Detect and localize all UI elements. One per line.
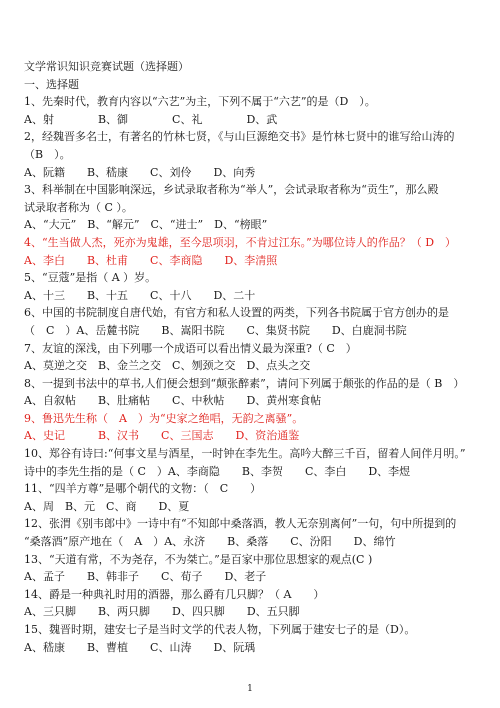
question-line: 13、“天道有常，不为尧存，不为桀亡。”是百家中那位思想家的观点(C ): [24, 552, 373, 566]
question-line: A、李白 B、杜甫 C、李商隐 D、李清照: [24, 253, 278, 267]
question-line: A、阮籍 B、嵇康 C、刘伶 D、向秀: [24, 165, 256, 179]
question-line: 5、“豆蔻”是指（ A ）岁。: [24, 271, 157, 285]
document-body: [24, 58, 480, 656]
question-line: （B ）。: [24, 147, 71, 161]
question-line: （ C ）A、岳麓书院 B、嵩阳书院 C、集贤书院 D、白鹿洞书院: [24, 323, 407, 337]
question-line: A、自叙帖 B、肚痛帖 C、中秋帖 D、黄州寒食帖: [24, 394, 322, 408]
section-heading: 一、选择题: [24, 77, 79, 91]
question-line: 3、科举制在中国影响深远，乡试录取者称为“举人”，会试录取者称为“贡生”，那么殿: [24, 183, 439, 197]
question-line: 1、先秦时代，教育内容以“六艺”为主，下列不属于“六艺”的是（D ）。: [24, 95, 376, 109]
question-line: 4、“生当做人杰，死亦为鬼雄，至今思项羽，不肯过江东。”为哪位诗人的作品？（ D ）: [24, 235, 457, 249]
page-number: 1: [247, 684, 253, 694]
question-line: 诗中的李先生指的是（ C ）A、李商隐 B、李贺 C、李白 D、李煜: [24, 464, 411, 478]
question-line: 10、郑谷有诗曰:“何事文星与酒星，一时钟在李先生。高吟大醉三千百，留着人间伴月明。”: [24, 447, 466, 461]
question-line: 15、魏晋时期，建安七子是当时文学的代表人物，下列属于建安七子的是（D）。: [24, 623, 416, 636]
question-line: A、三只脚 B、两只脚 D、四只脚 D、五只脚: [24, 605, 300, 619]
question-line: 11、“四羊方尊”是哪个朝代的文物：（ C ）: [24, 482, 262, 496]
question-list: [24, 93, 480, 656]
question-line: 8、一提到书法中的草书,人们便会想到“颠张醉素”，请问下列属于颠张的作品的是（ B ）: [24, 376, 465, 390]
question-line: A、史记 B、汉书 C、三国志 D、资治通鉴: [24, 429, 300, 443]
question-line: 14、爵是一种典礼时用的酒器，那么爵有几只脚？（ A ）: [24, 587, 325, 601]
question-line: “桑落酒”原产地在（ A ）A、永济 B、桑落 C、汾阳 D、绵竹: [24, 535, 396, 549]
question-line: A、嵇康 B、曹植 C、山涛 D、阮瑀: [24, 640, 256, 654]
question-line: 2，经魏晋多名士，有著名的竹林七贤，《与山巨源绝交书》是竹林七贤中的谁写给山涛的: [24, 130, 455, 144]
question-line: A、孟子 B、韩非子 C、荀子 D、老子: [24, 570, 267, 584]
question-line: 6、中国的书院制度自唐代始，有官方和私人设置的两类，下列各书院属于官方创办的是: [24, 306, 449, 320]
question-line: 试录取者称为（ C ）。: [24, 200, 133, 214]
question-line: A、周 B、元 C、商 D、夏: [24, 499, 190, 513]
question-line: 7、友谊的深浅，由下列哪一个成语可以看出情义最为深重?（ C ）: [24, 341, 357, 355]
question-line: A、莫逆之交 B、金兰之交 C、刎颈之交 D、点头之交: [24, 359, 311, 373]
question-line: 12、张渭《别韦郎中》一诗中有“不知郎中桑落酒，教人无奈别离何”一句，句中所提到的: [24, 517, 457, 531]
question-line: A、十三 B、十五 C、十八 D、二十: [24, 288, 256, 302]
question-line: A、射 B、御 C、礼 D、武: [24, 112, 278, 126]
question-line: A、“大元” B、“解元” C、“进士” D、“榜眼”: [24, 218, 268, 232]
question-line: 9、鲁迅先生称（ A ）为“史家之绝唱，无韵之离骚”。: [24, 411, 304, 425]
document-title: 文学常识知识竞赛试题（选择题）: [24, 60, 189, 73]
